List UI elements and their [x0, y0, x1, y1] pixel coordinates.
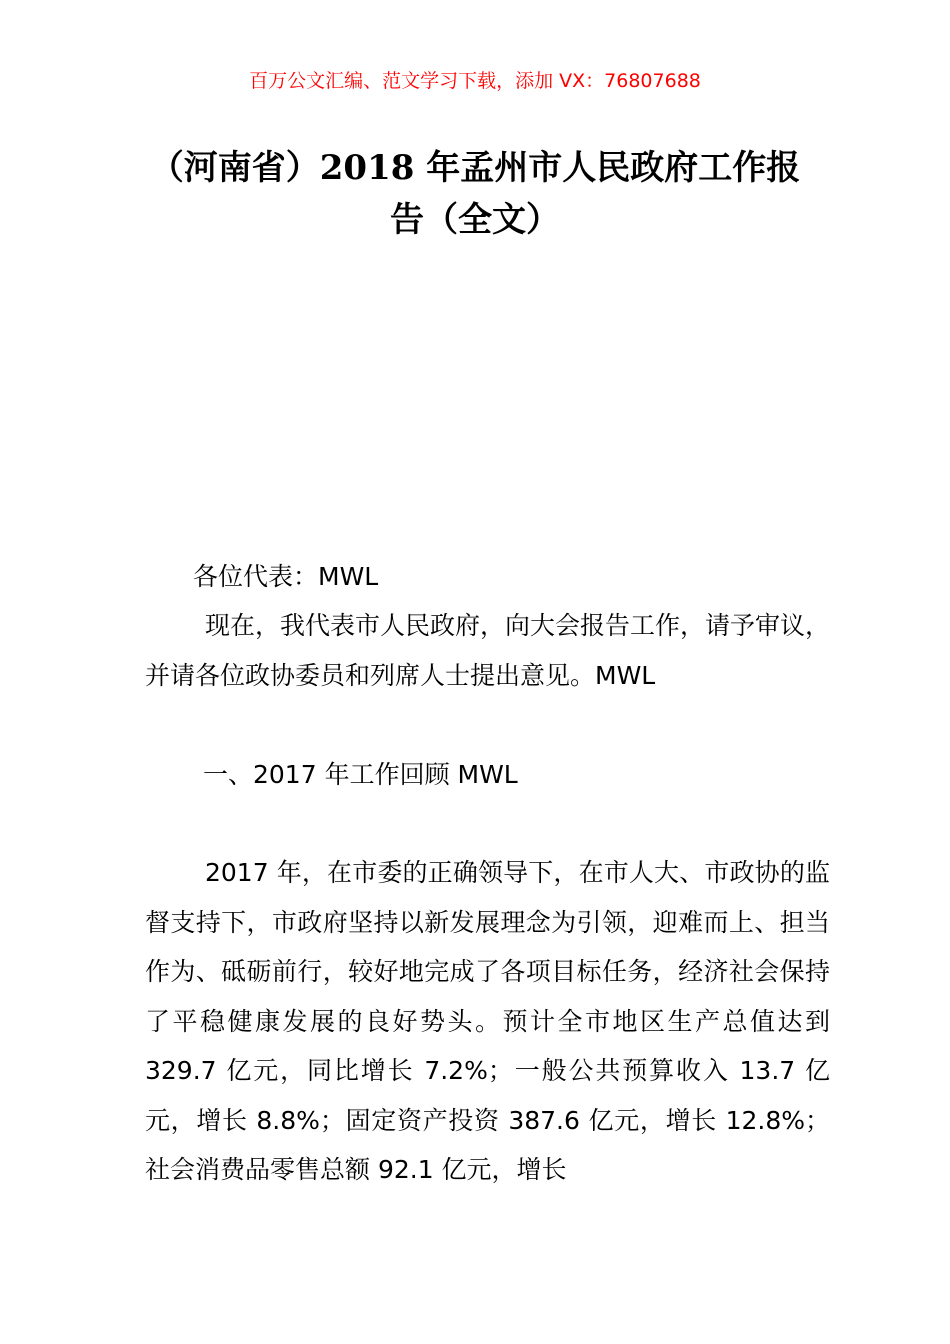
document-title: （河南省）2018 年孟州市人民政府工作报告（全文） [149, 148, 801, 240]
header-promo-text: 百万公文汇编、范文学习下载，添加 VX：76807688 [249, 70, 701, 92]
salutation: 各位代表：MWL [193, 562, 379, 591]
intro-paragraph: 现在，我代表市人民政府，向大会报告工作，请予审议，并请各位政协委员和列席人士提出意见。MWL [145, 611, 831, 690]
review-paragraph: 2017 年，在市委的正确领导下，在市人大、市政协的监督支持下，市政府坚持以新发展理念为引领，迎难而上、担当作为、砥砺前行，较好地完成了各项目标任务，经济社会保持了平稳健康发展的良好势头。预计全市地区生产总值达到 329.7 亿元，同比增长 7.2%；一般公共预算收入 13.7 亿元，增长 8.8%；固定资产投资 387.6 亿元，增长 12.8%；社会消费品零售总额 92.1 亿元，增长 [145, 858, 830, 1184]
section-heading: 一、2017 年工作回顾 MWL [203, 760, 518, 789]
